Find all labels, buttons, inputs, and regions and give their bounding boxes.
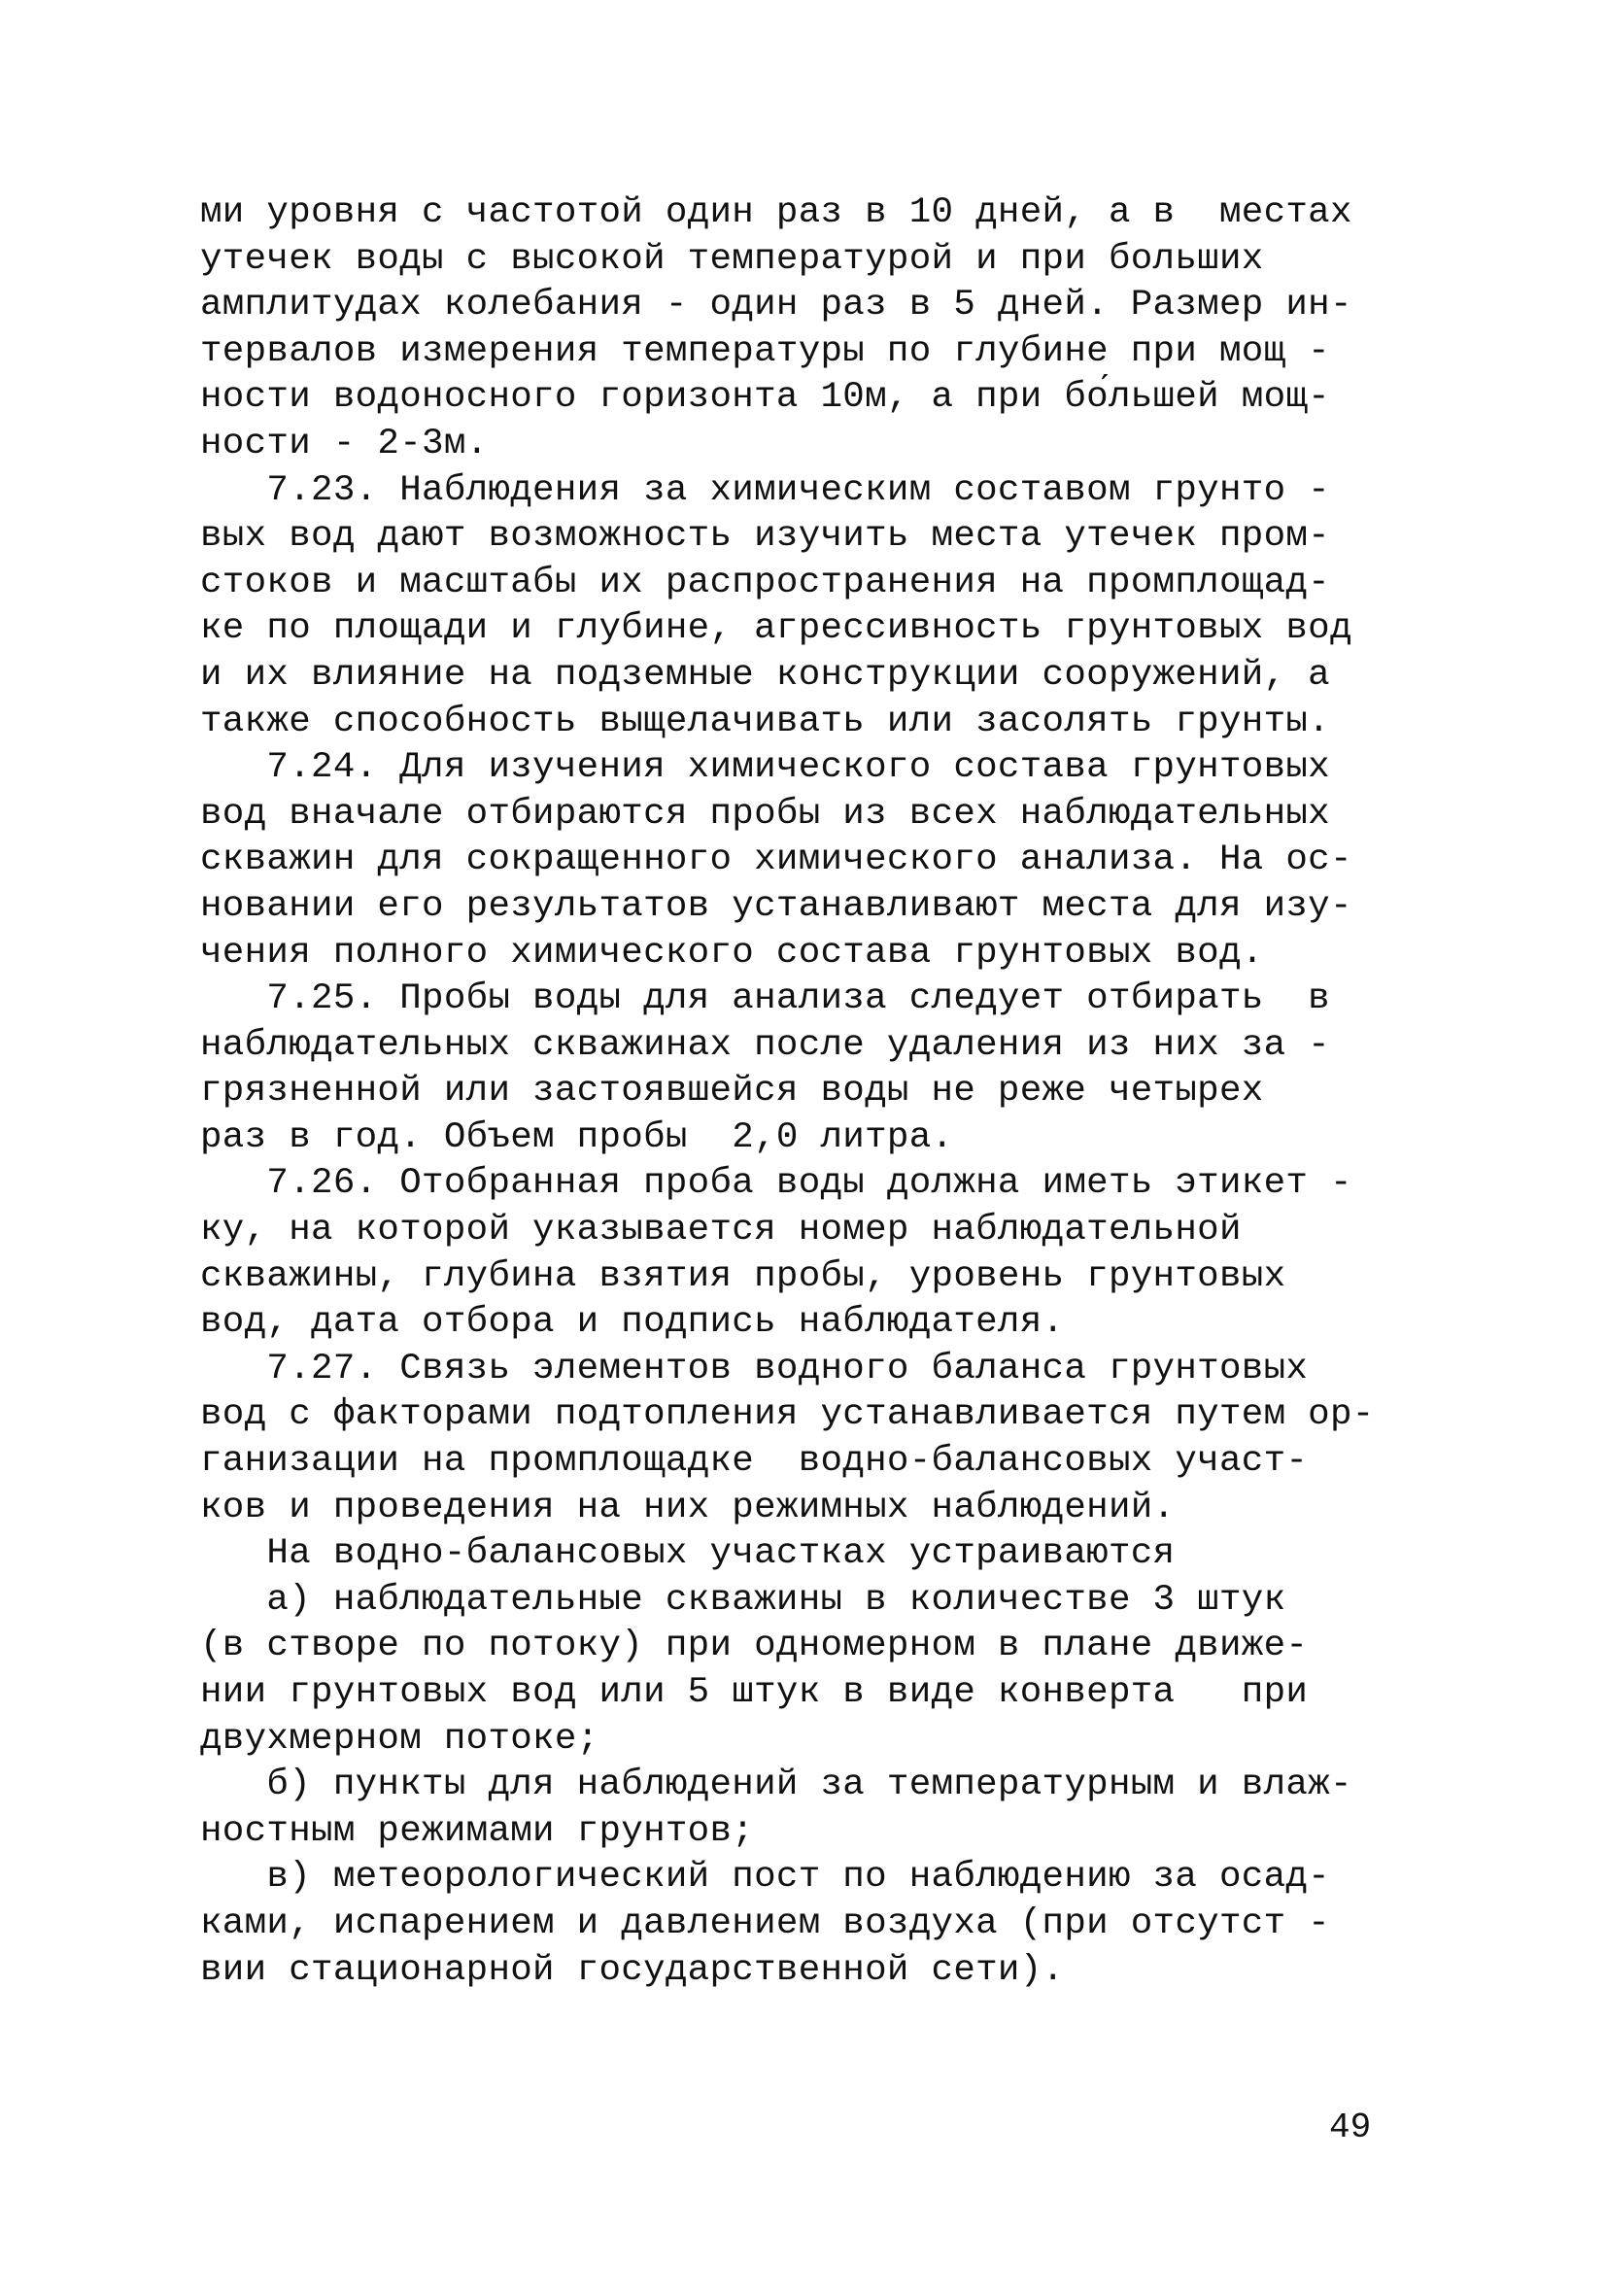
text-line: скважины, глубина взятия пробы, уровень грунтовых xyxy=(200,1255,1286,1297)
text-line: скважин для сокращенного химического анализа. На ос- xyxy=(200,840,1352,881)
text-line: также способность выщелачивать или засолять грунты. xyxy=(200,701,1330,742)
text-line: (в створе по потоку) при одномерном в плане движе- xyxy=(200,1626,1309,1667)
text-line: вод, дата отбора и подпись наблюдателя. xyxy=(200,1302,1065,1344)
text-line: вод вначале отбираются пробы из всех наблюдательных xyxy=(200,793,1330,835)
text-line: стоков и масштабы их распространения на промплощад- xyxy=(200,562,1330,603)
text-line: вии стационарной государственной сети). xyxy=(200,1949,1065,1991)
text-line: новании его результатов устанавливают места для изу- xyxy=(200,885,1352,927)
text-line: нии грунтовых вод или 5 штук в виде конверта при xyxy=(200,1672,1309,1713)
text-line: раз в год. Объем пробы 2,0 литра. xyxy=(200,1116,954,1158)
text-line: вых вод дают возможность изучить места утечек пром- xyxy=(200,516,1330,558)
text-line: 7.26. Отобранная проба воды должна иметь этикет - xyxy=(200,1163,1352,1205)
text-line: двухмерном потоке; xyxy=(200,1718,599,1760)
text-line: ми уровня с частотой один раз в 10 дней, а в местах xyxy=(200,192,1352,233)
text-line: в) метеорологический пост по наблюдению за осад- xyxy=(200,1857,1330,1899)
text-line: б) пункты для наблюдений за температурным и влаж- xyxy=(200,1765,1352,1806)
text-line: ностным режимами грунтов; xyxy=(200,1810,755,1852)
text-line: ку, на которой указывается номер наблюдательной xyxy=(200,1210,1242,1251)
text-line: ности - 2-3м. xyxy=(200,423,489,464)
text-line: ками, испарением и давлением воздуха (при отсутст - xyxy=(200,1902,1330,1944)
text-line: 7.25. Пробы воды для анализа следует отбирать в xyxy=(200,978,1330,1020)
text-line: На водно-балансовых участках устраиваются xyxy=(200,1533,1176,1575)
text-line: и их влияние на подземные конструкции сооружений, а xyxy=(200,654,1330,696)
text-line: ности водоносного горизонта 10м, а при бо́льшей мощ- xyxy=(200,377,1330,419)
text-line: ков и проведения на них режимных наблюдений. xyxy=(200,1487,1176,1528)
page-number: 49 xyxy=(1329,2108,1372,2147)
text-line: наблюдательных скважинах после удаления из них за - xyxy=(200,1024,1330,1066)
body-text xyxy=(200,190,1424,1994)
text-line: 7.27. Связь элементов водного баланса грунтовых xyxy=(200,1348,1309,1389)
text-line: тервалов измерения температуры по глубине при мощ - xyxy=(200,330,1330,372)
text-line: ке по площади и глубине, агрессивность грунтовых вод xyxy=(200,608,1352,650)
text-line: чения полного химического состава грунтовых вод. xyxy=(200,932,1264,974)
text-line: амплитудах колебания - один раз в 5 дней. Размер ин- xyxy=(200,285,1352,326)
text-line: утечек воды с высокой температурой и при больших xyxy=(200,238,1264,280)
text-line: а) наблюдательные скважины в количестве 3 штук xyxy=(200,1579,1286,1621)
text-line: 7.23. Наблюдения за химическим составом грунто - xyxy=(200,469,1330,511)
text-line: 7.24. Для изучения химического состава грунтовых xyxy=(200,747,1330,789)
text-line: ганизации на промплощадке водно-балансовых участ- xyxy=(200,1441,1309,1483)
text-line: грязненной или застоявшейся воды не реже четырех xyxy=(200,1071,1264,1113)
text-line: вод с факторами подтопления устанавливается путем ор- xyxy=(200,1394,1375,1436)
